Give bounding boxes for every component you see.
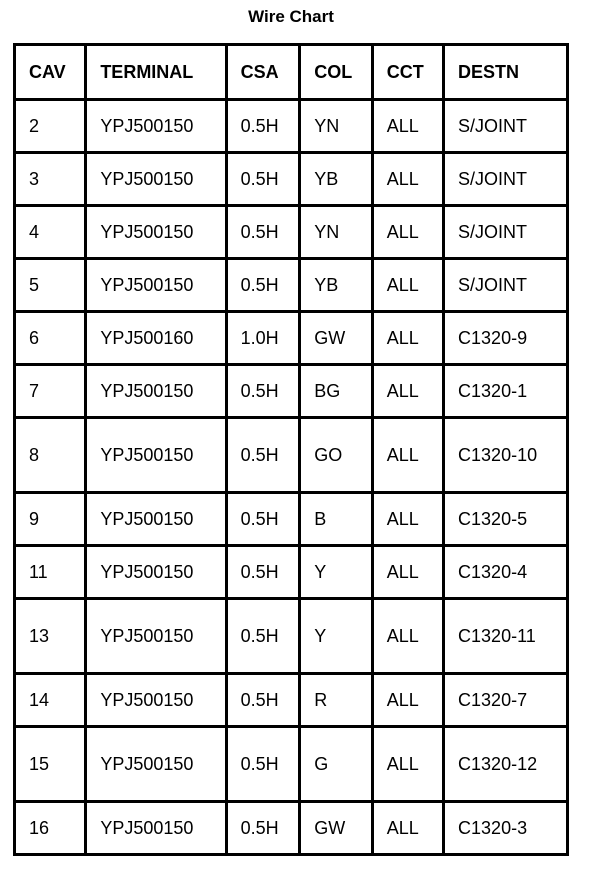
cell-terminal: YPJ500150 — [86, 100, 226, 153]
cell-terminal: YPJ500160 — [86, 312, 226, 365]
cell-col: GO — [300, 418, 372, 493]
cell-cav: 8 — [15, 418, 86, 493]
cell-terminal: YPJ500150 — [86, 206, 226, 259]
cell-cct: ALL — [372, 153, 443, 206]
destn-text: C1320-4 — [458, 561, 528, 582]
cell-destn — [444, 153, 568, 206]
destn-text: C1320-1 — [458, 380, 528, 401]
cell-cav: 9 — [15, 493, 86, 546]
table-row — [15, 802, 568, 855]
destn-text: S/JOINT — [458, 168, 528, 189]
cell-col: YB — [300, 259, 372, 312]
destn-text: S/JOINT — [458, 274, 528, 295]
table-row — [15, 100, 568, 153]
destn-text: S/JOINT — [458, 221, 528, 242]
destn-text: C1320-10 — [458, 444, 538, 465]
cell-cav: 4 — [15, 206, 86, 259]
table-row — [15, 418, 568, 493]
destn-text: C1320-3 — [458, 817, 528, 838]
cell-terminal: YPJ500150 — [86, 493, 226, 546]
cell-col: GW — [300, 802, 372, 855]
table-row — [15, 599, 568, 674]
cell-cav: 3 — [15, 153, 86, 206]
cell-destn — [444, 206, 568, 259]
cell-col: YN — [300, 206, 372, 259]
destn-text: C1320-9 — [458, 327, 528, 348]
header-col: COL — [300, 45, 372, 100]
cell-destn — [444, 418, 568, 493]
cell-col: YB — [300, 153, 372, 206]
cell-cct: ALL — [372, 674, 443, 727]
cell-destn — [444, 802, 568, 855]
cell-terminal: YPJ500150 — [86, 365, 226, 418]
cell-csa: 0.5H — [226, 727, 300, 802]
table-row — [15, 674, 568, 727]
cell-destn — [444, 365, 568, 418]
header-row — [15, 45, 568, 100]
header-destn: DESTN — [444, 45, 568, 100]
destn-text: C1320-11 — [458, 625, 536, 646]
wire-chart-table — [13, 43, 569, 856]
cell-col: BG — [300, 365, 372, 418]
cell-destn — [444, 259, 568, 312]
cell-col: B — [300, 493, 372, 546]
cell-destn — [444, 312, 568, 365]
cell-terminal: YPJ500150 — [86, 153, 226, 206]
cell-cct: ALL — [372, 259, 443, 312]
cell-cav: 16 — [15, 802, 86, 855]
table-row — [15, 206, 568, 259]
table-row — [15, 259, 568, 312]
header-csa: CSA — [226, 45, 300, 100]
cell-csa: 0.5H — [226, 365, 300, 418]
header-cav: CAV — [15, 45, 86, 100]
cell-cav: 15 — [15, 727, 86, 802]
cell-col: R — [300, 674, 372, 727]
destn-text: C1320-5 — [458, 508, 528, 529]
cell-csa: 0.5H — [226, 802, 300, 855]
cell-terminal: YPJ500150 — [86, 599, 226, 674]
destn-text: S/JOINT — [458, 115, 528, 136]
cell-destn — [444, 100, 568, 153]
cell-cct: ALL — [372, 802, 443, 855]
cell-col: YN — [300, 100, 372, 153]
destn-text: C1320-12 — [458, 753, 538, 774]
cell-cav: 14 — [15, 674, 86, 727]
cell-cct: ALL — [372, 493, 443, 546]
cell-destn — [444, 674, 568, 727]
table-row — [15, 312, 568, 365]
cell-cct: ALL — [372, 206, 443, 259]
cell-cct: ALL — [372, 727, 443, 802]
header-terminal: TERMINAL — [86, 45, 226, 100]
cell-destn — [444, 493, 568, 546]
cell-col: Y — [300, 599, 372, 674]
cell-csa: 0.5H — [226, 153, 300, 206]
cell-cav: 5 — [15, 259, 86, 312]
cell-terminal: YPJ500150 — [86, 727, 226, 802]
cell-cct: ALL — [372, 599, 443, 674]
table-row — [15, 546, 568, 599]
cell-csa: 0.5H — [226, 418, 300, 493]
cell-csa: 0.5H — [226, 599, 300, 674]
cell-terminal: YPJ500150 — [86, 802, 226, 855]
cell-csa: 0.5H — [226, 100, 300, 153]
cell-csa: 0.5H — [226, 546, 300, 599]
table-row — [15, 493, 568, 546]
cell-cct: ALL — [372, 312, 443, 365]
cell-csa: 0.5H — [226, 674, 300, 727]
cell-cct: ALL — [372, 100, 443, 153]
cell-terminal: YPJ500150 — [86, 259, 226, 312]
destn-text: C1320-7 — [458, 689, 528, 710]
cell-destn — [444, 727, 568, 802]
cell-destn — [444, 599, 568, 674]
cell-terminal: YPJ500150 — [86, 418, 226, 493]
cell-csa: 0.5H — [226, 493, 300, 546]
cell-cct: ALL — [372, 546, 443, 599]
page-title: Wire Chart — [248, 7, 334, 26]
cell-destn — [444, 546, 568, 599]
table-row — [15, 365, 568, 418]
cell-col: G — [300, 727, 372, 802]
cell-cct: ALL — [372, 418, 443, 493]
table-row — [15, 727, 568, 802]
cell-cct: ALL — [372, 365, 443, 418]
cell-csa: 1.0H — [226, 312, 300, 365]
cell-csa: 0.5H — [226, 206, 300, 259]
cell-cav: 6 — [15, 312, 86, 365]
cell-cav: 2 — [15, 100, 86, 153]
cell-cav: 13 — [15, 599, 86, 674]
cell-cav: 7 — [15, 365, 86, 418]
cell-col: GW — [300, 312, 372, 365]
cell-col: Y — [300, 546, 372, 599]
header-cct: CCT — [372, 45, 443, 100]
cell-cav: 11 — [15, 546, 86, 599]
cell-terminal: YPJ500150 — [86, 546, 226, 599]
cell-terminal: YPJ500150 — [86, 674, 226, 727]
cell-csa: 0.5H — [226, 259, 300, 312]
table-row — [15, 153, 568, 206]
